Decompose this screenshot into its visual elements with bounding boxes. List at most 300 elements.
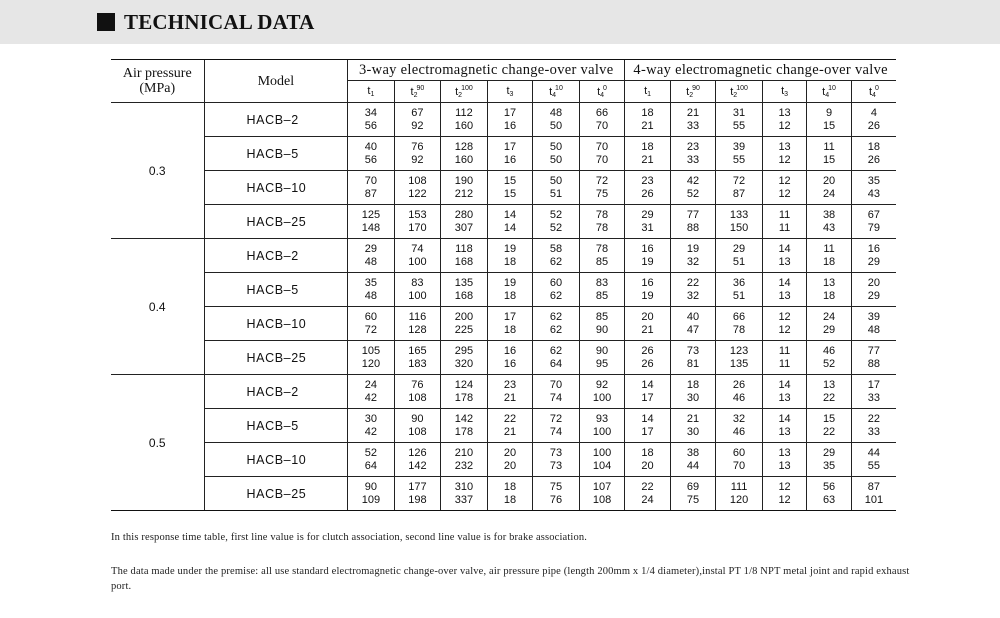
brake-value: 17 [641, 391, 654, 404]
brake-value: 51 [732, 255, 746, 268]
value-cell [441, 443, 488, 477]
clutch-value: 108 [408, 175, 427, 187]
value-cell [851, 103, 896, 137]
brake-value: 62 [549, 323, 563, 336]
clutch-value: 50 [549, 175, 563, 187]
clutch-value: 14 [641, 413, 654, 425]
value-cell [348, 341, 395, 375]
clutch-value: 35 [867, 175, 881, 187]
value-cell [441, 341, 488, 375]
value-cell [762, 307, 807, 341]
brake-value: 33 [686, 119, 700, 132]
clutch-value: 21 [686, 107, 700, 119]
value-cell [625, 273, 671, 307]
value-cell [579, 307, 625, 341]
brake-value: 76 [549, 493, 563, 506]
header-square-icon [97, 13, 115, 31]
brake-value: 142 [408, 459, 427, 472]
value-cell [716, 307, 763, 341]
brake-value: 62 [549, 255, 563, 268]
table-row [111, 103, 896, 137]
clutch-value: 17 [503, 141, 517, 153]
value-cell [487, 443, 533, 477]
clutch-value: 72 [595, 175, 609, 187]
brake-value: 13 [778, 459, 791, 472]
value-cell [348, 307, 395, 341]
brake-value: 11 [778, 357, 791, 370]
value-cell [441, 103, 488, 137]
clutch-value: 142 [454, 413, 474, 425]
clutch-value: 20 [641, 311, 654, 323]
brake-value: 70 [595, 119, 609, 132]
brake-value: 74 [549, 425, 563, 438]
clutch-value: 18 [686, 379, 700, 391]
value-cell [670, 409, 716, 443]
value-cell [394, 103, 441, 137]
value-cell [579, 205, 625, 239]
subcolumn-sub: 2 [458, 91, 463, 99]
value-cell [670, 273, 716, 307]
brake-value: 100 [408, 289, 427, 302]
value-cell [807, 137, 852, 171]
value-cell [807, 375, 852, 409]
brake-value: 122 [408, 187, 427, 200]
value-cell [348, 477, 395, 511]
value-cell [670, 375, 716, 409]
clutch-value: 200 [454, 311, 474, 323]
value-cell [670, 307, 716, 341]
value-cell [851, 443, 896, 477]
clutch-value: 21 [686, 413, 700, 425]
table-row [111, 409, 896, 443]
value-cell [441, 273, 488, 307]
clutch-value: 128 [454, 141, 474, 153]
clutch-value: 77 [686, 209, 700, 221]
value-cell [625, 477, 671, 511]
value-cell [851, 171, 896, 205]
clutch-value: 29 [364, 243, 378, 255]
value-cell [579, 239, 625, 273]
brake-value: 29 [867, 255, 881, 268]
value-cell [441, 375, 488, 409]
model-cell: HACB–5 [204, 137, 348, 171]
value-cell [762, 171, 807, 205]
clutch-value: 48 [549, 107, 563, 119]
value-cell [394, 273, 441, 307]
clutch-value: 31 [732, 107, 746, 119]
subcolumn-base: t [730, 85, 734, 98]
subcolumn-sub: 3 [509, 91, 514, 98]
subcolumn-sub: 1 [647, 91, 652, 98]
value-cell [807, 171, 852, 205]
value-cell [762, 137, 807, 171]
value-cell [851, 409, 896, 443]
value-cell [487, 137, 533, 171]
value-cell [716, 477, 763, 511]
brake-value: 20 [641, 459, 654, 472]
value-cell [807, 239, 852, 273]
subcolumn-sub: 4 [600, 91, 605, 99]
value-cell [533, 171, 580, 205]
brake-value: 21 [641, 153, 654, 166]
clutch-value: 22 [641, 481, 654, 493]
clutch-value: 75 [549, 481, 563, 493]
clutch-value: 111 [730, 481, 748, 493]
brake-value: 15 [822, 153, 836, 166]
brake-value: 183 [408, 357, 427, 370]
value-cell [394, 443, 441, 477]
brake-value: 24 [822, 187, 836, 200]
brake-value: 62 [549, 289, 563, 302]
subcolumn-header [533, 81, 580, 103]
value-cell [851, 477, 896, 511]
brake-value: 30 [686, 425, 700, 438]
value-cell [394, 171, 441, 205]
brake-value: 109 [361, 493, 381, 506]
pressure-cell: 0.4 [111, 239, 204, 375]
clutch-value: 112 [455, 107, 473, 119]
brake-value: 12 [778, 493, 791, 506]
clutch-value: 29 [822, 447, 836, 459]
clutch-value: 135 [454, 277, 474, 289]
subcolumn-sub: 3 [784, 91, 789, 98]
brake-value: 12 [778, 119, 791, 132]
brake-value: 100 [408, 255, 427, 268]
clutch-value: 70 [364, 175, 378, 187]
subcolumn-sub: 4 [552, 91, 557, 99]
brake-value: 43 [867, 187, 881, 200]
brake-value: 225 [454, 323, 474, 336]
value-cell [533, 205, 580, 239]
subcolumn-sup: 100 [461, 84, 473, 92]
clutch-value: 100 [592, 447, 612, 459]
value-cell [394, 375, 441, 409]
brake-value: 26 [641, 357, 654, 370]
clutch-value: 77 [867, 345, 881, 357]
brake-value: 75 [595, 187, 609, 200]
brake-value: 24 [641, 493, 654, 506]
brake-value: 63 [822, 493, 836, 506]
clutch-value: 92 [595, 379, 609, 391]
table-row [111, 137, 896, 171]
clutch-value: 56 [822, 481, 836, 493]
value-cell [487, 273, 533, 307]
value-cell [348, 273, 395, 307]
value-cell [807, 273, 852, 307]
subcolumn-base: t [410, 85, 414, 98]
brake-value: 16 [503, 153, 517, 166]
value-cell [533, 443, 580, 477]
value-cell [533, 307, 580, 341]
brake-value: 33 [867, 391, 881, 404]
clutch-value: 18 [641, 447, 654, 459]
clutch-value: 23 [641, 175, 654, 187]
value-cell [716, 409, 763, 443]
value-cell [348, 205, 395, 239]
clutch-value: 90 [364, 481, 378, 493]
value-cell [716, 341, 763, 375]
clutch-value: 30 [364, 413, 378, 425]
brake-value: 48 [867, 323, 881, 336]
brake-value: 48 [364, 289, 378, 302]
brake-value: 19 [641, 255, 654, 268]
subcolumn-base: t [455, 85, 459, 98]
clutch-value: 280 [454, 209, 474, 221]
value-cell [348, 375, 395, 409]
clutch-value: 60 [732, 447, 746, 459]
brake-value: 20 [503, 459, 517, 472]
clutch-value: 52 [364, 447, 378, 459]
value-cell [625, 239, 671, 273]
brake-value: 31 [641, 221, 654, 234]
clutch-value: 14 [641, 379, 654, 391]
subcolumn-header [441, 81, 488, 103]
value-cell [394, 409, 441, 443]
clutch-value: 14 [778, 243, 791, 255]
brake-value: 198 [408, 493, 427, 506]
subcolumn-sup: 100 [736, 84, 748, 92]
value-cell [762, 477, 807, 511]
clutch-value: 20 [867, 277, 881, 289]
subcolumn-base: t [644, 85, 648, 97]
value-cell [670, 239, 716, 273]
clutch-value: 14 [778, 379, 791, 391]
brake-value: 30 [686, 391, 700, 404]
value-cell [579, 477, 625, 511]
subcolumn-base: t [367, 85, 371, 97]
subcolumn-sup: 90 [416, 84, 425, 92]
clutch-value: 76 [411, 379, 424, 391]
clutch-value: 177 [408, 481, 427, 493]
brake-value: 15 [503, 187, 517, 200]
brake-value: 95 [595, 357, 609, 370]
brake-value: 85 [595, 289, 609, 302]
brake-value: 150 [729, 221, 749, 234]
brake-value: 92 [411, 153, 424, 166]
clutch-value: 78 [595, 243, 609, 255]
value-cell [441, 307, 488, 341]
value-cell [394, 239, 441, 273]
value-cell [533, 239, 580, 273]
subcolumn-sup: 10 [828, 84, 836, 92]
subcolumn-base: t [781, 85, 785, 97]
clutch-value: 29 [732, 243, 746, 255]
brake-value: 78 [732, 323, 746, 336]
value-cell [441, 477, 488, 511]
clutch-value: 78 [595, 209, 609, 221]
brake-value: 81 [686, 357, 700, 370]
value-cell [807, 307, 852, 341]
value-cell [670, 137, 716, 171]
subcolumn-base: t [549, 85, 553, 98]
air-pressure-header [111, 60, 204, 103]
subcolumn-base: t [822, 85, 826, 98]
brake-value: 92 [411, 119, 424, 132]
subcolumn-sup: 0 [874, 84, 879, 92]
clutch-value: 40 [686, 311, 700, 323]
brake-value: 307 [454, 221, 474, 234]
brake-value: 16 [503, 357, 517, 370]
clutch-value: 13 [778, 107, 791, 119]
brake-value: 212 [454, 187, 474, 200]
clutch-value: 19 [503, 277, 517, 289]
brake-value: 178 [454, 391, 474, 404]
brake-value: 160 [454, 153, 474, 166]
brake-value: 14 [503, 221, 517, 234]
clutch-value: 74 [411, 243, 424, 255]
brake-value: 100 [592, 391, 612, 404]
clutch-value: 39 [867, 311, 881, 323]
value-cell [487, 409, 533, 443]
value-cell [348, 171, 395, 205]
subcolumn-header [579, 81, 625, 103]
value-cell [807, 443, 852, 477]
brake-value: 50 [549, 153, 563, 166]
clutch-value: 38 [686, 447, 700, 459]
value-cell [670, 477, 716, 511]
value-cell [670, 205, 716, 239]
brake-value: 52 [549, 221, 563, 234]
clutch-value: 60 [364, 311, 378, 323]
brake-value: 79 [867, 221, 881, 234]
brake-value: 108 [408, 391, 427, 404]
brake-value: 33 [686, 153, 700, 166]
clutch-value: 13 [822, 379, 836, 391]
clutch-value: 20 [503, 447, 517, 459]
brake-value: 170 [408, 221, 427, 234]
clutch-value: 72 [549, 413, 563, 425]
clutch-value: 76 [411, 141, 424, 153]
brake-value: 320 [454, 357, 474, 370]
brake-value: 108 [408, 425, 427, 438]
brake-value: 52 [822, 357, 836, 370]
model-header: Model [204, 60, 348, 103]
value-cell [716, 443, 763, 477]
subcolumn-header [625, 81, 671, 103]
brake-value: 16 [503, 119, 517, 132]
value-cell [487, 103, 533, 137]
brake-value: 101 [864, 493, 884, 506]
brake-value: 48 [364, 255, 378, 268]
clutch-value: 295 [454, 345, 474, 357]
brake-value: 108 [592, 493, 612, 506]
clutch-value: 22 [686, 277, 700, 289]
brake-value: 32 [686, 255, 700, 268]
value-cell [625, 307, 671, 341]
value-cell [762, 409, 807, 443]
brake-value: 232 [454, 459, 474, 472]
clutch-value: 14 [778, 277, 791, 289]
clutch-value: 24 [364, 379, 378, 391]
value-cell [762, 443, 807, 477]
subcolumn-sub: 1 [370, 91, 375, 98]
air-pressure-unit: (MPa) [139, 81, 176, 96]
clutch-value: 38 [822, 209, 836, 221]
value-cell [851, 239, 896, 273]
clutch-value: 11 [823, 243, 835, 255]
clutch-value: 12 [778, 481, 791, 493]
group-3way-header: 3-way electromagnetic change-over valve [348, 60, 625, 81]
clutch-value: 11 [778, 209, 791, 221]
table-row [111, 171, 896, 205]
brake-value: 21 [503, 391, 517, 404]
clutch-value: 22 [867, 413, 881, 425]
table-row [111, 341, 896, 375]
brake-value: 46 [732, 425, 746, 438]
value-cell [394, 341, 441, 375]
value-cell [851, 375, 896, 409]
subcolumn-sub: 2 [413, 91, 418, 99]
clutch-value: 123 [729, 345, 749, 357]
subcolumn-base: t [868, 85, 873, 98]
brake-value: 13 [778, 289, 791, 302]
brake-value: 78 [595, 221, 609, 234]
clutch-value: 46 [822, 345, 836, 357]
value-cell [762, 273, 807, 307]
brake-value: 50 [549, 119, 563, 132]
brake-value: 74 [549, 391, 563, 404]
clutch-value: 310 [454, 481, 474, 493]
value-cell [851, 205, 896, 239]
clutch-value: 29 [641, 209, 654, 221]
clutch-value: 44 [867, 447, 881, 459]
value-cell [533, 273, 580, 307]
brake-value: 135 [729, 357, 749, 370]
clutch-value: 133 [729, 209, 749, 221]
subcolumn-sup: 10 [555, 84, 563, 92]
brake-value: 15 [822, 119, 836, 132]
note-association: In this response time table, first line value is for clutch association, second line value is for brake association. [111, 532, 588, 543]
clutch-value: 73 [549, 447, 563, 459]
brake-value: 21 [503, 425, 517, 438]
value-cell [441, 409, 488, 443]
header-band [0, 0, 1000, 44]
clutch-value: 50 [549, 141, 563, 153]
clutch-value: 26 [732, 379, 746, 391]
clutch-value: 18 [503, 481, 517, 493]
brake-value: 26 [867, 119, 881, 132]
subcolumn-header [670, 81, 716, 103]
value-cell [807, 477, 852, 511]
table-row [111, 477, 896, 511]
clutch-value: 126 [408, 447, 427, 459]
clutch-value: 67 [867, 209, 881, 221]
value-cell [625, 137, 671, 171]
value-cell [807, 103, 852, 137]
clutch-value: 16 [867, 243, 881, 255]
subcolumn-header [394, 81, 441, 103]
value-cell [441, 239, 488, 273]
brake-value: 13 [778, 255, 791, 268]
value-cell [394, 205, 441, 239]
clutch-value: 62 [549, 345, 563, 357]
brake-value: 26 [867, 153, 881, 166]
value-cell [487, 205, 533, 239]
clutch-value: 13 [778, 141, 791, 153]
clutch-value: 70 [549, 379, 563, 391]
subcolumn-base: t [686, 85, 690, 98]
brake-value: 64 [364, 459, 378, 472]
clutch-value: 165 [408, 345, 427, 357]
brake-value: 18 [822, 289, 836, 302]
clutch-value: 66 [595, 107, 609, 119]
value-cell [716, 273, 763, 307]
clutch-value: 16 [641, 243, 654, 255]
clutch-value: 107 [592, 481, 612, 493]
clutch-value: 15 [822, 413, 836, 425]
value-cell [625, 375, 671, 409]
brake-value: 178 [454, 425, 474, 438]
